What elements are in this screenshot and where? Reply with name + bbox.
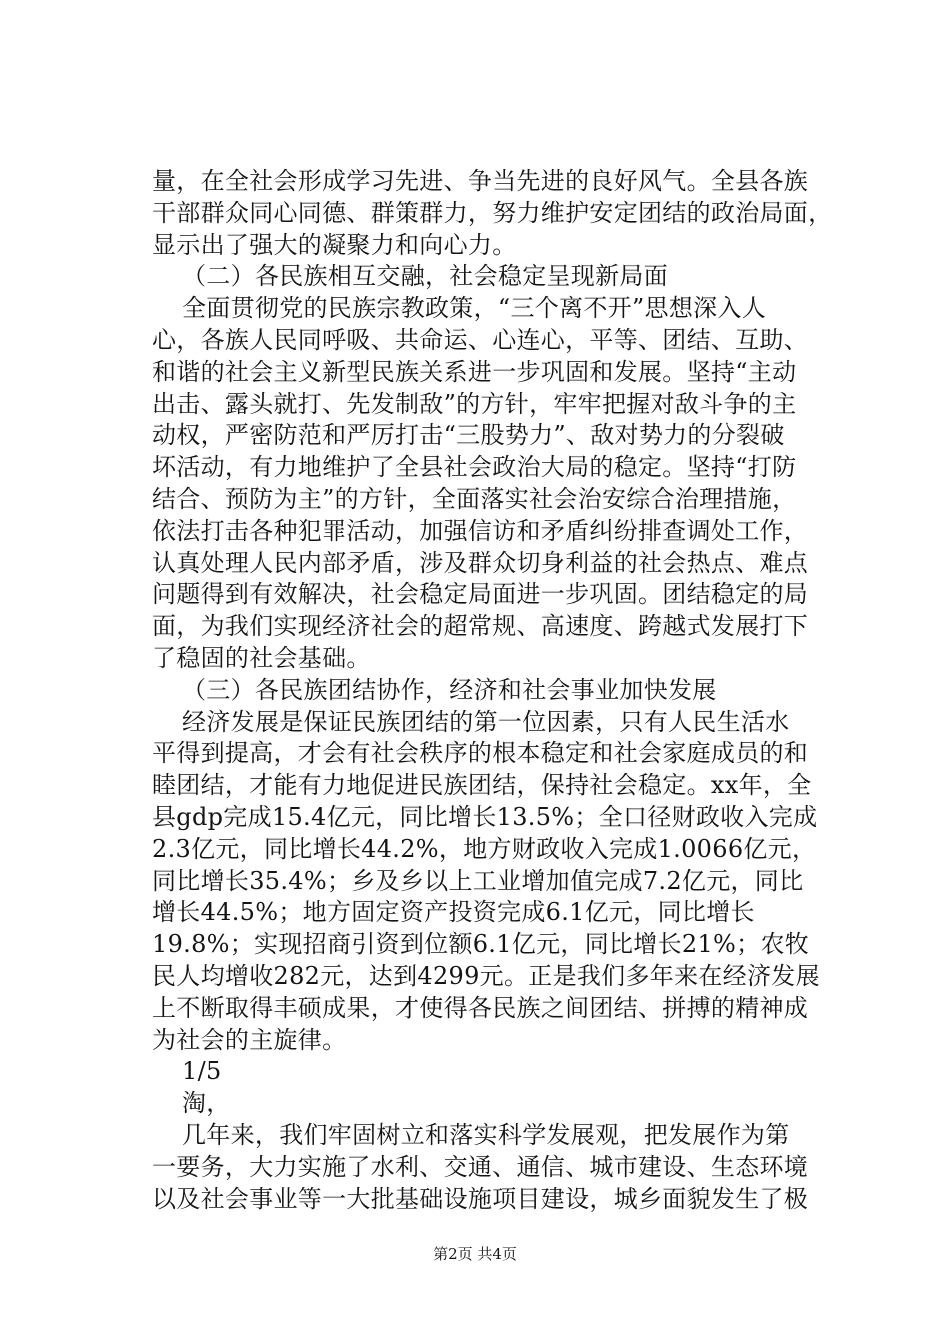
text-line: 和谐的社会主义新型民族关系进一步巩固和发展。坚持“主动 [152, 357, 797, 386]
text-line: 心，各族人民同呼吸、共命运、心连心，平等、团结、互助、 [152, 325, 809, 354]
text-line: 以及社会事业等一大批基础设施项目建设，城乡面貌发生了极 [152, 1184, 809, 1213]
text-line: 面，为我们实现经济社会的超常规、高速度、跨越式发展打下 [152, 612, 809, 641]
paragraph-first-line: 几年来，我们牢固树立和落实科学发展观，把发展作为第 [182, 1120, 790, 1149]
text-line: 显示出了强大的凝聚力和向心力。 [152, 230, 517, 259]
document-body [152, 166, 852, 1215]
page-footer [0, 1244, 950, 1264]
text-line: 2.3亿元，同比增长44.2%，地方财政收入完成1.0066亿元， [152, 834, 817, 863]
text-line: 坏活动，有力地维护了全县社会政治大局的稳定。坚持“打防 [152, 453, 797, 482]
text-line: 结合、预防为主”的方针，全面落实社会治安综合治理措施， [152, 484, 797, 513]
page-number-label: 第2页 共4页 [433, 1245, 517, 1263]
inline-page-marker: 1/5 [182, 1057, 222, 1086]
text-line: 出击、露头就打、先发制敌”的方针，牢牢把握对敌斗争的主 [152, 389, 797, 418]
text-line: 同比增长35.4%；乡及乡以上工业增加值完成7.2亿元，同比 [152, 866, 804, 895]
text-line: 上不断取得丰硕成果，才使得各民族之间团结、拼搏的精神成 [152, 993, 809, 1022]
text-line: 县gdp完成15.4亿元，同比增长13.5%；全口径财政收入完成 [152, 802, 818, 831]
text-line: 动权，严密防范和严厉打击“三股势力”、敌对势力的分裂破 [152, 421, 785, 450]
text-line: 睦团结，才能有力地促进民族团结，保持社会稳定。xx年，全 [152, 771, 812, 800]
paragraph-first-line: 经济发展是保证民族团结的第一位因素，只有人民生活水 [182, 707, 790, 736]
text-line: 干部群众同心同德、群策群力，努力维护安定团结的政治局面， [152, 198, 833, 227]
text-line: 一要务，大力实施了水利、交通、通信、城市建设、生态环境 [152, 1152, 809, 1181]
text-line: 了稳固的社会基础。 [152, 643, 371, 672]
text-line: 量，在全社会形成学习先进、争当先进的良好风气。全县各族 [152, 167, 809, 195]
text-line: 民人均增收282元，达到4299元。正是我们多年来在经济发展 [152, 961, 820, 990]
text-line: 增长44.5%；地方固定资产投资完成6.1亿元，同比增长 [152, 898, 755, 927]
text-line: 问题得到有效解决，社会稳定局面进一步巩固。团结稳定的局 [152, 580, 809, 609]
section-heading-2: （二）各民族相互交融，社会稳定呈现新局面 [182, 262, 668, 291]
text-line: 为社会的主旋律。 [152, 1025, 347, 1054]
paragraph-first-line: 全面贯彻党的民族宗教政策，“三个离不开”思想深入人 [182, 294, 767, 323]
text-line: 依法打击各种犯罪活动，加强信访和矛盾纠纷排查调处工作， [152, 516, 809, 545]
section-heading-3: （三）各民族团结协作，经济和社会事业加快发展 [182, 675, 717, 704]
text-line: 19.8%；实现招商引资到位额6.1亿元，同比增长21%；农牧 [152, 930, 810, 959]
text-line: 平得到提高，才会有社会秩序的根本稳定和社会家庭成员的和 [152, 739, 809, 768]
text-line: 认真处理人民内部矛盾，涉及群众切身利益的社会热点、难点 [152, 548, 809, 577]
text-line: 淘， [182, 1089, 231, 1118]
